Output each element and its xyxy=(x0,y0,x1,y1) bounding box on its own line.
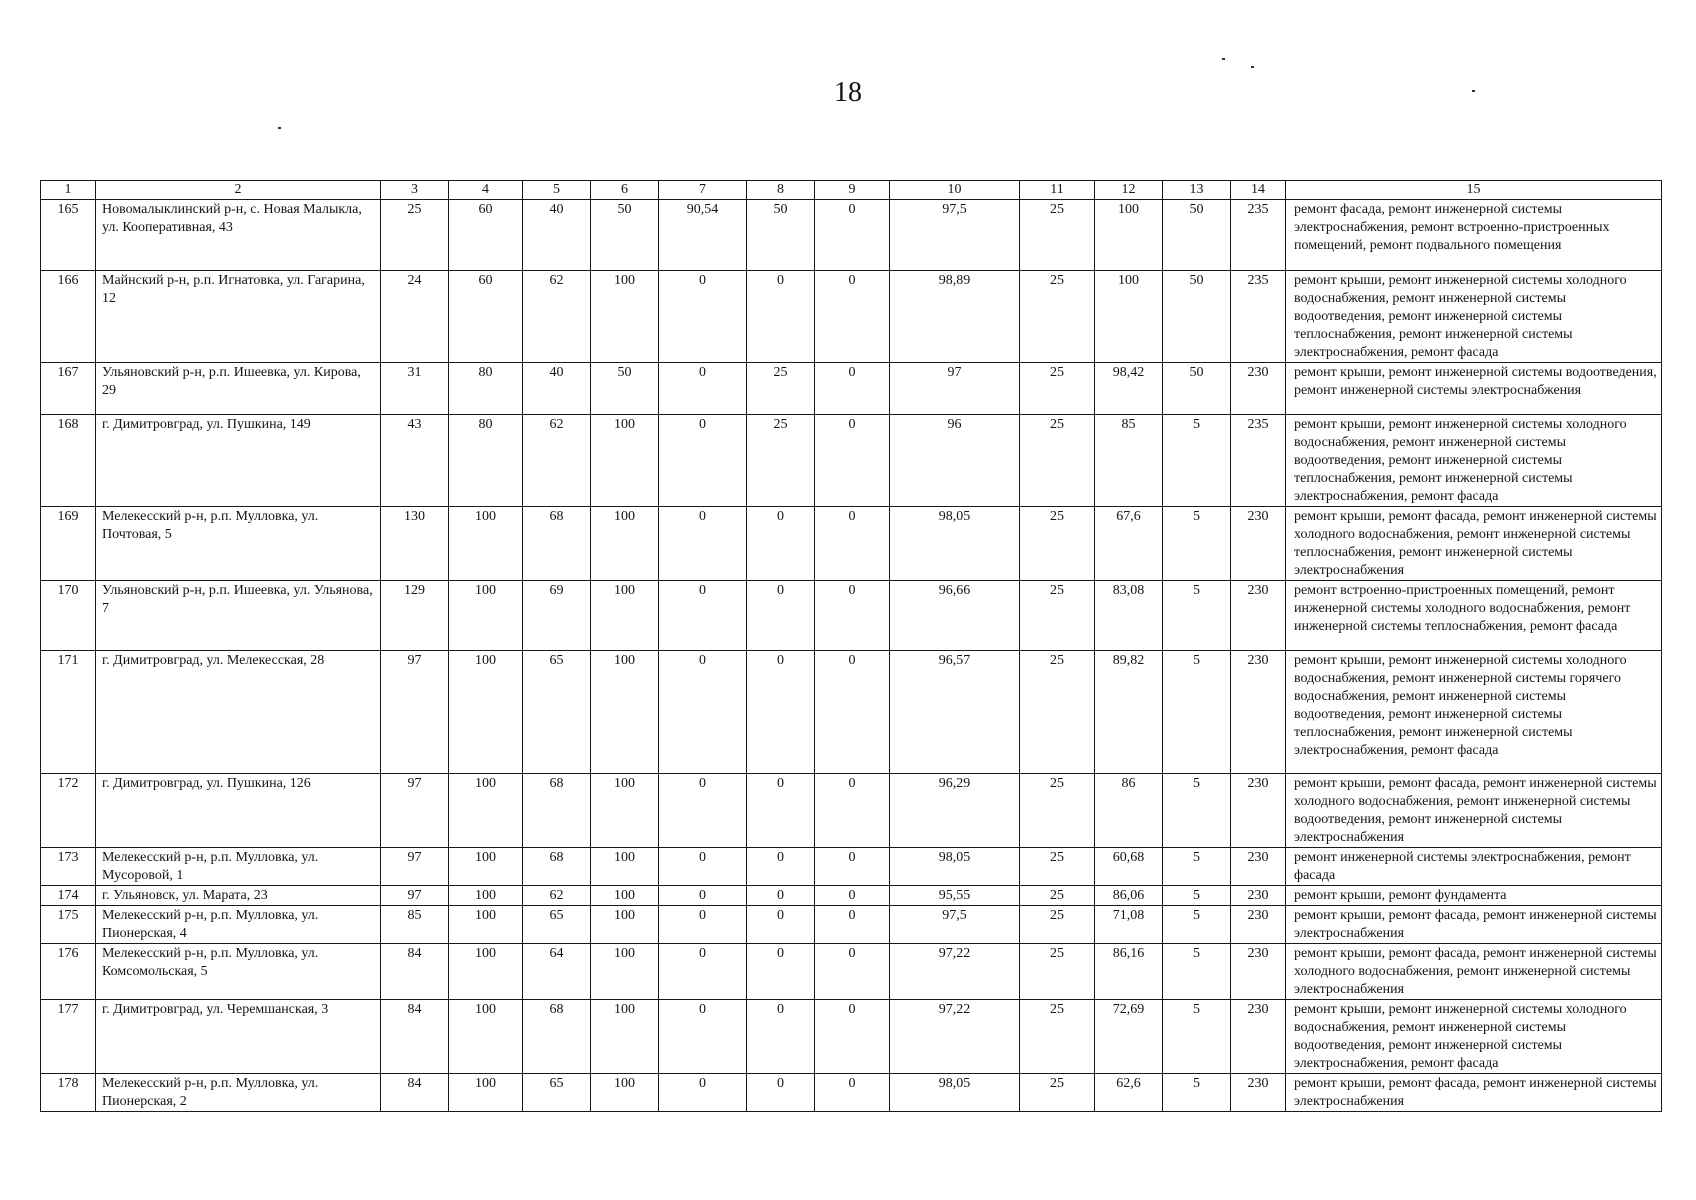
cell-col-11: 25 xyxy=(1020,507,1095,581)
cell-col-5: 69 xyxy=(523,581,591,651)
cell-row-number: 172 xyxy=(41,774,96,848)
cell-address: Мелекесский р-н, р.п. Мулловка, ул. Почтовая, 5 xyxy=(96,507,381,581)
header-cell-13: 13 xyxy=(1163,181,1231,200)
cell-col-12: 60,68 xyxy=(1095,848,1163,886)
cell-col-12: 86,06 xyxy=(1095,886,1163,906)
cell-row-number: 167 xyxy=(41,363,96,415)
cell-col-7: 0 xyxy=(659,1074,747,1112)
cell-col-3: 85 xyxy=(381,906,449,944)
cell-col-14: 230 xyxy=(1231,774,1286,848)
cell-col-7: 0 xyxy=(659,886,747,906)
cell-col-6: 100 xyxy=(591,848,659,886)
cell-col-5: 64 xyxy=(523,944,591,1000)
cell-col-10: 97,5 xyxy=(890,906,1020,944)
cell-col-9: 0 xyxy=(815,1000,890,1074)
cell-col-6: 100 xyxy=(591,944,659,1000)
cell-works-list: ремонт крыши, ремонт инженерной системы холодного водоснабжения, ремонт инженерной системы водоотведения, ремонт инженерной системы теплоснабжения, ремонт инженерной системы электроснабжения, ремонт фасада xyxy=(1286,415,1662,507)
cell-address: г. Ульяновск, ул. Марата, 23 xyxy=(96,886,381,906)
cell-col-10: 97,5 xyxy=(890,200,1020,271)
cell-col-14: 230 xyxy=(1231,507,1286,581)
cell-address: Новомалыклинский р-н, с. Новая Малыкла, ул. Кооперативная, 43 xyxy=(96,200,381,271)
cell-col-13: 5 xyxy=(1163,774,1231,848)
cell-col-8: 0 xyxy=(747,944,815,1000)
cell-col-13: 5 xyxy=(1163,651,1231,774)
cell-works-list: ремонт крыши, ремонт инженерной системы холодного водоснабжения, ремонт инженерной системы водоотведения, ремонт инженерной системы электроснабжения, ремонт фасада xyxy=(1286,1000,1662,1074)
cell-col-13: 5 xyxy=(1163,507,1231,581)
cell-col-11: 25 xyxy=(1020,906,1095,944)
cell-col-13: 5 xyxy=(1163,415,1231,507)
header-cell-15: 15 xyxy=(1286,181,1662,200)
cell-col-3: 25 xyxy=(381,200,449,271)
cell-col-5: 62 xyxy=(523,886,591,906)
header-cell-12: 12 xyxy=(1095,181,1163,200)
header-cell-5: 5 xyxy=(523,181,591,200)
cell-col-13: 5 xyxy=(1163,1000,1231,1074)
cell-address: Ульяновский р-н, р.п. Ишеевка, ул. Кирова, 29 xyxy=(96,363,381,415)
cell-address: г. Димитровград, ул. Пушкина, 126 xyxy=(96,774,381,848)
table-row xyxy=(41,363,1662,415)
header-cell-2: 2 xyxy=(96,181,381,200)
cell-col-9: 0 xyxy=(815,415,890,507)
cell-col-10: 95,55 xyxy=(890,886,1020,906)
cell-col-9: 0 xyxy=(815,363,890,415)
cell-col-9: 0 xyxy=(815,581,890,651)
cell-col-12: 62,6 xyxy=(1095,1074,1163,1112)
cell-col-6: 100 xyxy=(591,774,659,848)
cell-col-6: 100 xyxy=(591,507,659,581)
cell-col-7: 0 xyxy=(659,507,747,581)
header-cell-10: 10 xyxy=(890,181,1020,200)
cell-col-10: 97 xyxy=(890,363,1020,415)
cell-col-7: 0 xyxy=(659,944,747,1000)
cell-col-9: 0 xyxy=(815,200,890,271)
cell-col-12: 72,69 xyxy=(1095,1000,1163,1074)
cell-col-14: 235 xyxy=(1231,200,1286,271)
cell-col-13: 5 xyxy=(1163,886,1231,906)
cell-works-list: ремонт крыши, ремонт фасада, ремонт инженерной системы холодного водоснабжения, ремонт инженерной системы электроснабжения xyxy=(1286,944,1662,1000)
table-row xyxy=(41,200,1662,271)
cell-col-6: 100 xyxy=(591,1000,659,1074)
cell-col-3: 97 xyxy=(381,774,449,848)
register-table xyxy=(40,180,1662,1112)
cell-col-6: 100 xyxy=(591,906,659,944)
cell-col-12: 83,08 xyxy=(1095,581,1163,651)
cell-col-4: 60 xyxy=(449,271,523,363)
cell-col-7: 0 xyxy=(659,774,747,848)
cell-col-10: 96 xyxy=(890,415,1020,507)
cell-col-9: 0 xyxy=(815,271,890,363)
cell-col-3: 84 xyxy=(381,1000,449,1074)
cell-col-4: 100 xyxy=(449,848,523,886)
table-row xyxy=(41,651,1662,774)
cell-col-9: 0 xyxy=(815,906,890,944)
cell-col-11: 25 xyxy=(1020,1000,1095,1074)
cell-col-14: 235 xyxy=(1231,271,1286,363)
cell-col-3: 129 xyxy=(381,581,449,651)
table-row xyxy=(41,774,1662,848)
cell-col-8: 25 xyxy=(747,363,815,415)
cell-col-7: 0 xyxy=(659,1000,747,1074)
cell-col-3: 24 xyxy=(381,271,449,363)
cell-col-10: 97,22 xyxy=(890,1000,1020,1074)
cell-col-13: 5 xyxy=(1163,848,1231,886)
table-row xyxy=(41,848,1662,886)
cell-col-5: 68 xyxy=(523,507,591,581)
cell-col-5: 68 xyxy=(523,1000,591,1074)
cell-col-14: 230 xyxy=(1231,363,1286,415)
cell-works-list: ремонт крыши, ремонт фасада, ремонт инженерной системы электроснабжения xyxy=(1286,1074,1662,1112)
cell-col-12: 85 xyxy=(1095,415,1163,507)
table-row xyxy=(41,507,1662,581)
cell-col-3: 97 xyxy=(381,848,449,886)
header-cell-1: 1 xyxy=(41,181,96,200)
cell-col-12: 98,42 xyxy=(1095,363,1163,415)
cell-works-list: ремонт крыши, ремонт инженерной системы водоотведения, ремонт инженерной системы электроснабжения xyxy=(1286,363,1662,415)
cell-address: Мелекесский р-н, р.п. Мулловка, ул. Комсомольская, 5 xyxy=(96,944,381,1000)
cell-col-5: 40 xyxy=(523,363,591,415)
cell-row-number: 173 xyxy=(41,848,96,886)
cell-col-3: 31 xyxy=(381,363,449,415)
cell-col-9: 0 xyxy=(815,507,890,581)
scan-speck xyxy=(1472,90,1475,92)
cell-address: Мелекесский р-н, р.п. Мулловка, ул. Мусоровой, 1 xyxy=(96,848,381,886)
cell-col-5: 68 xyxy=(523,774,591,848)
cell-col-6: 100 xyxy=(591,415,659,507)
cell-col-14: 230 xyxy=(1231,1074,1286,1112)
cell-col-3: 97 xyxy=(381,651,449,774)
cell-col-6: 100 xyxy=(591,651,659,774)
cell-col-10: 98,89 xyxy=(890,271,1020,363)
cell-col-13: 50 xyxy=(1163,363,1231,415)
cell-col-4: 100 xyxy=(449,906,523,944)
cell-col-11: 25 xyxy=(1020,848,1095,886)
page-number: 18 xyxy=(834,77,862,108)
cell-col-14: 230 xyxy=(1231,848,1286,886)
cell-col-5: 68 xyxy=(523,848,591,886)
cell-col-5: 40 xyxy=(523,200,591,271)
cell-col-4: 100 xyxy=(449,1074,523,1112)
scan-speck xyxy=(1222,58,1225,60)
cell-col-7: 0 xyxy=(659,651,747,774)
cell-col-12: 67,6 xyxy=(1095,507,1163,581)
cell-col-3: 43 xyxy=(381,415,449,507)
cell-works-list: ремонт крыши, ремонт фасада, ремонт инженерной системы электроснабжения xyxy=(1286,906,1662,944)
cell-col-7: 90,54 xyxy=(659,200,747,271)
cell-col-5: 62 xyxy=(523,271,591,363)
cell-col-11: 25 xyxy=(1020,1074,1095,1112)
cell-col-6: 50 xyxy=(591,200,659,271)
cell-col-8: 0 xyxy=(747,774,815,848)
cell-col-6: 100 xyxy=(591,581,659,651)
cell-col-12: 86,16 xyxy=(1095,944,1163,1000)
header-cell-4: 4 xyxy=(449,181,523,200)
header-cell-6: 6 xyxy=(591,181,659,200)
cell-col-10: 98,05 xyxy=(890,848,1020,886)
table-row xyxy=(41,1074,1662,1112)
header-cell-14: 14 xyxy=(1231,181,1286,200)
cell-col-11: 25 xyxy=(1020,271,1095,363)
cell-col-4: 80 xyxy=(449,415,523,507)
header-cell-11: 11 xyxy=(1020,181,1095,200)
cell-works-list: ремонт крыши, ремонт инженерной системы холодного водоснабжения, ремонт инженерной системы водоотведения, ремонт инженерной системы теплоснабжения, ремонт инженерной системы электроснабжения, ремонт фасада xyxy=(1286,271,1662,363)
cell-col-14: 230 xyxy=(1231,944,1286,1000)
cell-address: Мелекесский р-н, р.п. Мулловка, ул. Пионерская, 2 xyxy=(96,1074,381,1112)
cell-col-4: 100 xyxy=(449,651,523,774)
cell-col-12: 100 xyxy=(1095,271,1163,363)
header-cell-8: 8 xyxy=(747,181,815,200)
cell-row-number: 170 xyxy=(41,581,96,651)
table-row xyxy=(41,944,1662,1000)
cell-col-14: 230 xyxy=(1231,1000,1286,1074)
cell-col-10: 98,05 xyxy=(890,507,1020,581)
cell-col-7: 0 xyxy=(659,581,747,651)
cell-works-list: ремонт крыши, ремонт фасада, ремонт инженерной системы холодного водоснабжения, ремонт инженерной системы водоотведения, ремонт инженерной системы электроснабжения xyxy=(1286,774,1662,848)
table-row xyxy=(41,886,1662,906)
table-row xyxy=(41,271,1662,363)
cell-col-14: 230 xyxy=(1231,651,1286,774)
header-cell-9: 9 xyxy=(815,181,890,200)
scan-speck xyxy=(278,127,281,129)
header-cell-3: 3 xyxy=(381,181,449,200)
cell-works-list: ремонт фасада, ремонт инженерной системы электроснабжения, ремонт встроенно-пристроенных помещений, ремонт подвального помещения xyxy=(1286,200,1662,271)
cell-col-14: 235 xyxy=(1231,415,1286,507)
cell-col-12: 89,82 xyxy=(1095,651,1163,774)
cell-col-3: 97 xyxy=(381,886,449,906)
cell-col-8: 0 xyxy=(747,507,815,581)
table-header-row xyxy=(41,181,1662,200)
cell-col-8: 25 xyxy=(747,415,815,507)
cell-col-8: 0 xyxy=(747,1000,815,1074)
cell-col-11: 25 xyxy=(1020,363,1095,415)
cell-col-9: 0 xyxy=(815,774,890,848)
table-row xyxy=(41,581,1662,651)
cell-col-10: 98,05 xyxy=(890,1074,1020,1112)
cell-col-12: 100 xyxy=(1095,200,1163,271)
cell-col-3: 84 xyxy=(381,1074,449,1112)
cell-col-8: 0 xyxy=(747,848,815,886)
cell-col-9: 0 xyxy=(815,651,890,774)
cell-col-7: 0 xyxy=(659,848,747,886)
cell-row-number: 176 xyxy=(41,944,96,1000)
cell-col-7: 0 xyxy=(659,271,747,363)
cell-row-number: 171 xyxy=(41,651,96,774)
cell-col-13: 5 xyxy=(1163,581,1231,651)
cell-row-number: 169 xyxy=(41,507,96,581)
cell-col-8: 0 xyxy=(747,1074,815,1112)
header-cell-7: 7 xyxy=(659,181,747,200)
cell-col-4: 100 xyxy=(449,581,523,651)
cell-col-13: 5 xyxy=(1163,1074,1231,1112)
cell-col-9: 0 xyxy=(815,886,890,906)
cell-col-7: 0 xyxy=(659,906,747,944)
cell-col-13: 5 xyxy=(1163,906,1231,944)
cell-row-number: 175 xyxy=(41,906,96,944)
cell-address: Майнский р-н, р.п. Игнатовка, ул. Гагарина, 12 xyxy=(96,271,381,363)
cell-col-11: 25 xyxy=(1020,886,1095,906)
cell-col-12: 86 xyxy=(1095,774,1163,848)
cell-col-10: 96,29 xyxy=(890,774,1020,848)
cell-col-9: 0 xyxy=(815,1074,890,1112)
cell-col-10: 96,57 xyxy=(890,651,1020,774)
cell-col-8: 0 xyxy=(747,906,815,944)
cell-col-10: 96,66 xyxy=(890,581,1020,651)
cell-col-7: 0 xyxy=(659,363,747,415)
cell-col-8: 0 xyxy=(747,886,815,906)
cell-col-9: 0 xyxy=(815,848,890,886)
cell-col-8: 50 xyxy=(747,200,815,271)
cell-col-4: 60 xyxy=(449,200,523,271)
cell-col-14: 230 xyxy=(1231,581,1286,651)
cell-col-3: 130 xyxy=(381,507,449,581)
cell-address: Ульяновский р-н, р.п. Ишеевка, ул. Ульянова, 7 xyxy=(96,581,381,651)
cell-works-list: ремонт встроенно-пристроенных помещений, ремонт инженерной системы холодного водоснабжения, ремонт инженерной системы теплоснабжения, ремонт фасада xyxy=(1286,581,1662,651)
cell-col-3: 84 xyxy=(381,944,449,1000)
cell-works-list: ремонт крыши, ремонт фундамента xyxy=(1286,886,1662,906)
cell-col-4: 80 xyxy=(449,363,523,415)
cell-col-6: 100 xyxy=(591,886,659,906)
cell-row-number: 168 xyxy=(41,415,96,507)
cell-col-6: 100 xyxy=(591,1074,659,1112)
cell-address: г. Димитровград, ул. Пушкина, 149 xyxy=(96,415,381,507)
cell-row-number: 166 xyxy=(41,271,96,363)
cell-col-11: 25 xyxy=(1020,944,1095,1000)
cell-address: г. Димитровград, ул. Мелекесская, 28 xyxy=(96,651,381,774)
cell-col-12: 71,08 xyxy=(1095,906,1163,944)
cell-col-4: 100 xyxy=(449,507,523,581)
cell-col-4: 100 xyxy=(449,886,523,906)
cell-row-number: 177 xyxy=(41,1000,96,1074)
cell-col-5: 65 xyxy=(523,651,591,774)
cell-col-9: 0 xyxy=(815,944,890,1000)
cell-col-7: 0 xyxy=(659,415,747,507)
cell-col-10: 97,22 xyxy=(890,944,1020,1000)
cell-col-8: 0 xyxy=(747,651,815,774)
cell-col-4: 100 xyxy=(449,1000,523,1074)
cell-col-13: 50 xyxy=(1163,271,1231,363)
cell-col-11: 25 xyxy=(1020,774,1095,848)
cell-col-14: 230 xyxy=(1231,886,1286,906)
cell-col-5: 62 xyxy=(523,415,591,507)
cell-row-number: 178 xyxy=(41,1074,96,1112)
cell-address: Мелекесский р-н, р.п. Мулловка, ул. Пионерская, 4 xyxy=(96,906,381,944)
cell-col-11: 25 xyxy=(1020,200,1095,271)
table-row xyxy=(41,415,1662,507)
table-row xyxy=(41,1000,1662,1074)
table-row xyxy=(41,906,1662,944)
cell-col-6: 100 xyxy=(591,271,659,363)
cell-row-number: 174 xyxy=(41,886,96,906)
scan-speck xyxy=(1251,66,1254,68)
cell-col-8: 0 xyxy=(747,581,815,651)
cell-address: г. Димитровград, ул. Черемшанская, 3 xyxy=(96,1000,381,1074)
cell-col-13: 50 xyxy=(1163,200,1231,271)
cell-col-13: 5 xyxy=(1163,944,1231,1000)
cell-works-list: ремонт крыши, ремонт инженерной системы холодного водоснабжения, ремонт инженерной системы горячего водоснабжения, ремонт инженерной системы водоотведения, ремонт инженерной системы теплоснабжения, ремонт инженерной системы электроснабжения, ремонт фасада xyxy=(1286,651,1662,774)
cell-col-4: 100 xyxy=(449,944,523,1000)
cell-col-4: 100 xyxy=(449,774,523,848)
cell-col-11: 25 xyxy=(1020,581,1095,651)
cell-row-number: 165 xyxy=(41,200,96,271)
cell-works-list: ремонт крыши, ремонт фасада, ремонт инженерной системы холодного водоснабжения, ремонт инженерной системы теплоснабжения, ремонт инженерной системы электроснабжения xyxy=(1286,507,1662,581)
cell-col-14: 230 xyxy=(1231,906,1286,944)
cell-col-11: 25 xyxy=(1020,651,1095,774)
cell-works-list: ремонт инженерной системы электроснабжения, ремонт фасада xyxy=(1286,848,1662,886)
cell-col-6: 50 xyxy=(591,363,659,415)
cell-col-5: 65 xyxy=(523,1074,591,1112)
cell-col-8: 0 xyxy=(747,271,815,363)
cell-col-11: 25 xyxy=(1020,415,1095,507)
cell-col-5: 65 xyxy=(523,906,591,944)
